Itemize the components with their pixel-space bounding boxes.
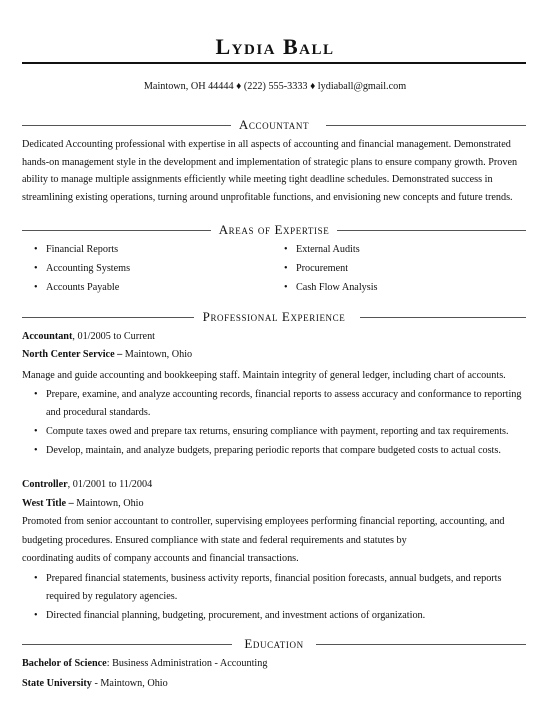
bullet-icon: • [284,244,288,255]
job-title: Controller [22,479,68,490]
summary-heading-text: Accountant [231,117,317,132]
summary-heading [22,117,526,133]
job-company-line [22,348,192,362]
job-description: Manage and guide accounting and bookkeeping staff. Maintain integrity of general ledger, including chart of accounts. [22,370,506,381]
company-name: North Center Service – [22,349,123,360]
bullet-icon: • [34,244,38,255]
expertise-heading-text: Areas of Expertise [211,222,338,237]
company-location: Maintown, Ohio [122,349,193,360]
bullet-icon: • [284,282,288,293]
contact-line: Maintown, OH 44444 ♦ (222) 555-3333 ♦ lydiaball@gmail.com [143,81,407,92]
degree-name: Bachelor of Science [22,658,107,669]
bullet-icon: • [34,610,38,621]
expertise-heading [22,222,526,238]
bullet-icon: • [284,263,288,274]
bullet-icon: • [34,445,38,456]
education-heading-text: Education [236,636,311,651]
bullet-icon: • [34,389,38,400]
job-title-line [22,478,152,492]
bullet-icon: • [34,263,38,274]
bullet-icon: • [34,573,38,584]
resume-page: Lydia Ball Maintown, OH 44444 ♦ (222) 555-3333 ♦ lydiaball@gmail.com Accountant Dedicated Accounting professional with expertise in all aspects of accounting and financial management. Demonstrated hands-on management style in the development and implementation of strategic plans to ensure company growth. Proven ability to manage multiple assignments efficiently while meeting tight deadline schedules. Demonstrated success in streamlining existing operations, turning around unprofitable functions, and envisioning new concepts and future trends. Areas of Expertise • Financial Reports • Accounting Systems • Accounts Payable • External Audits • Procurement • Cash Flow Analysis Professional Experience Accountant, 01/2005 to Current North Center Service – Maintown, Ohio Manage and guide accounting and bookkeeping staff. Maintain integrity of general ledger, including chart of accounts. • Prepare, examine, and analyze accounting records, financial reports to assess accuracy and conformance to reporting and procedural standards. • Compute taxes owed and prepare tax returns, ensuring compliance with payment, reporting and tax requirements. • Develop, maintain, and analyze budgets, preparing periodic reports that compare budgeted costs to actual costs. Controller, 01/2001 to 11/2004 West Title – Maintown, Ohio Promoted from senior accountant to controller, supervising employees performing financial reporting, accounting, and budgeting procedures. Ensured compliance with state and federal requirements and statutes by coordinating audits of company accounts and financial transactions. • Prepared financial statements, business activity reports, financial position forecasts, annual budgets, and reports required by regulatory agencies. • Directed financial planning, budgeting, procurement, and investment actions of organization. Education Bachelor of Science: Business Administration - Accounting State University - Maintown, Ohio [0,0,550,704]
header-divider [22,62,526,64]
school-location: - Maintown, Ohio [91,678,168,689]
job-description-line: Promoted from senior accountant to controller, supervising employees performing financial reporting, accounting, and [22,516,505,527]
school-line [22,677,168,691]
experience-heading [22,309,526,325]
experience-heading-text: Professional Experience [195,309,354,324]
school-name: State University [22,678,92,689]
job-description-line: coordinating audits of company accounts and financial transactions. [22,553,299,564]
job-dates: , 01/2001 to 11/2004 [67,479,153,490]
education-heading [22,636,526,652]
job-company-line [22,497,144,511]
job-dates: , 01/2005 to Current [72,331,155,342]
degree-field: : Business Administration - Accounting [106,658,268,669]
company-name: West Title – [22,498,74,509]
job-description-line: budgeting procedures. Ensured compliance with state and federal requirements and statutes by [22,535,407,546]
candidate-name: Lydia Ball [215,34,335,59]
summary-text: Dedicated Accounting professional with expertise in all aspects of accounting and financial management. Demonstrated hands-on management style in the development and implementation of strategic plans to ensure company growth. Proven ability to manage multiple assignments efficiently while meeting tight deadline schedules. Demonstrated success in streamlining existing operations, turning around unprofitable functions, and envisioning new concepts and future trends. [22,139,518,203]
job-title: Accountant [22,331,73,342]
bullet-icon: • [34,426,38,437]
company-location: Maintown, Ohio [73,498,144,509]
job-title-line [22,330,155,344]
degree-line [22,657,267,671]
bullet-icon: • [34,282,38,293]
